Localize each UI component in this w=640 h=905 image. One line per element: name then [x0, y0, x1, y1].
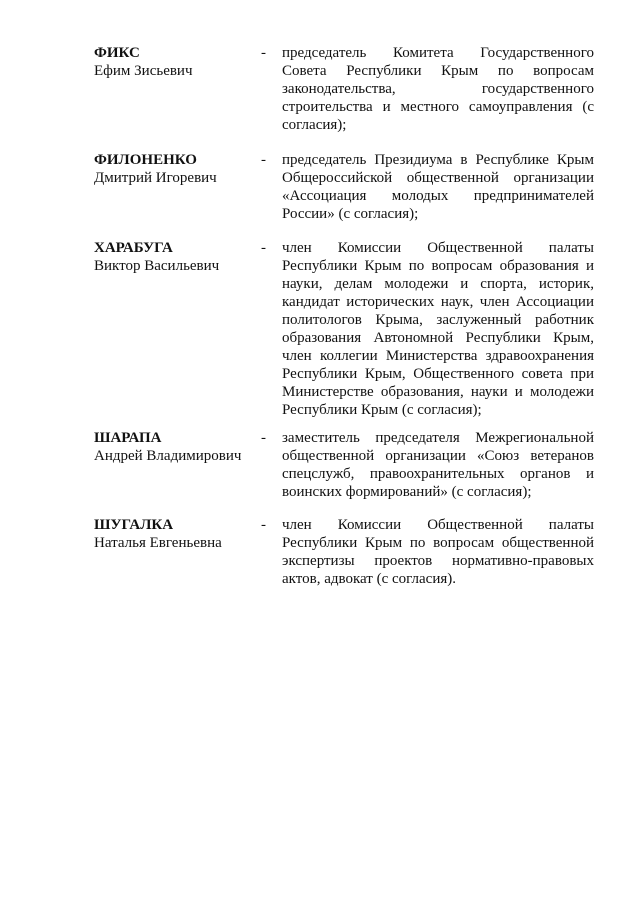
member-given-names: Дмитрий Игоревич [94, 170, 217, 186]
separator-dash: - [261, 240, 266, 256]
member-surname: ФИЛОНЕНКО [94, 152, 197, 168]
member-surname: ШУГАЛКА [94, 517, 174, 533]
separator-dash: - [261, 152, 266, 168]
separator-dash: - [261, 430, 266, 446]
member-description: заместитель председателя Межрегиональной общественной организации «Союз ветеранов спецслужб, правоохранительных органов и воинских формирований» (с согласия); [282, 430, 594, 500]
member-given-names: Наталья Евгеньевна [94, 535, 222, 551]
member-surname: ХАРАБУГА [94, 240, 173, 256]
member-description: член Комиссии Общественной палаты Республики Крым по вопросам образования и науки, делам молодежи и спорта, историк, кандидат исторических наук, член Ассоциации политологов Крыма, заслуженный работник образования Автономной Республики Крым, член коллегии Министерства здравоохранения Республики Крым, Общественного совета при Министерстве образования, науки и молодежи Республики Крым (с согласия); [282, 240, 594, 418]
member-given-names: Андрей Владимирович [94, 448, 242, 464]
member-description: председатель Президиума в Республике Крым Общероссийской общественной организации «Ассоциация молодых предпринимателей России» (с согласия); [282, 152, 594, 222]
member-description: член Комиссии Общественной палаты Республики Крым по вопросам общественной экспертизы проектов нормативно-правовых актов, адвокат (с согласия). [282, 517, 594, 587]
separator-dash: - [261, 517, 266, 533]
member-given-names: Виктор Васильевич [94, 258, 220, 274]
member-surname: ШАРАПА [94, 430, 162, 446]
separator-dash: - [261, 45, 266, 61]
member-description: председатель Комитета Государственного Совета Республики Крым по вопросам законодательства, государственного строительства и местного самоуправления (с согласия); [282, 45, 594, 133]
member-given-names: Ефим Зисьевич [94, 63, 193, 79]
member-surname: ФИКС [94, 45, 140, 61]
